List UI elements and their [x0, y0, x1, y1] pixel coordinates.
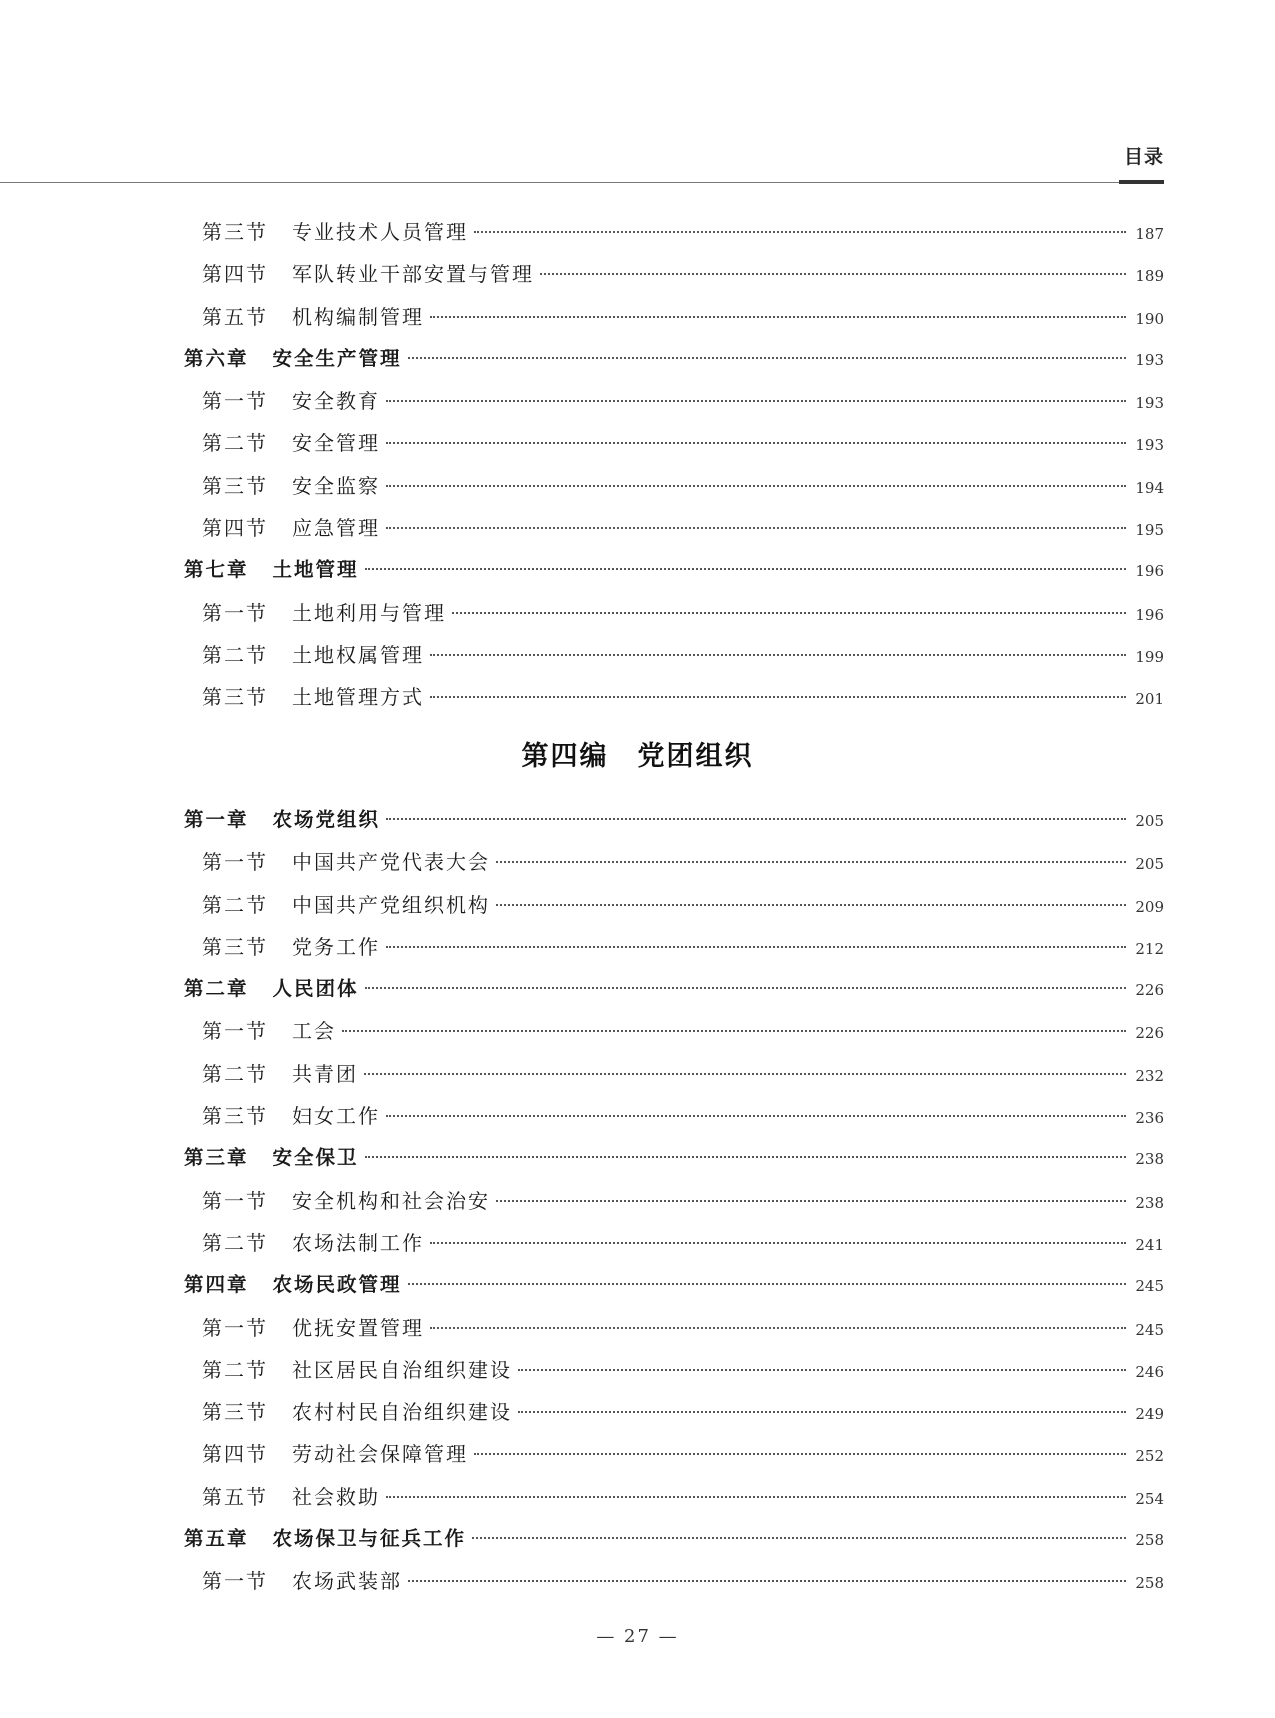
toc-entry-number: 第六章: [184, 346, 249, 370]
dot-leader: [430, 696, 1126, 698]
dot-leader: [430, 1242, 1126, 1244]
toc-section-entry[interactable]: [184, 884, 1164, 926]
toc-entry-page: 238: [1135, 1150, 1164, 1169]
toc-entry-page: 246: [1135, 1362, 1164, 1381]
toc-entry-number: 第二节: [202, 1357, 268, 1382]
toc-entry-page: 193: [1135, 350, 1164, 369]
toc-list-top: [184, 211, 1164, 719]
toc-section-entry[interactable]: [184, 465, 1164, 507]
toc-section-entry[interactable]: [184, 1560, 1164, 1602]
running-header-title: 目录: [1123, 146, 1164, 168]
toc-entry-number: 第一节: [202, 1188, 268, 1213]
toc-entry-title: 优抚安置管理: [292, 1315, 424, 1340]
toc-entry-number: 第三节: [202, 473, 268, 498]
toc-entry-page: 249: [1135, 1405, 1164, 1424]
toc-entry-number: 第五节: [202, 304, 268, 329]
toc-entry-number: 第五章: [184, 1527, 249, 1551]
dot-leader: [496, 1200, 1126, 1202]
toc-section-entry[interactable]: [184, 1180, 1164, 1222]
toc-entry-page: 245: [1135, 1320, 1164, 1339]
toc-entry-title: 妇女工作: [292, 1104, 380, 1129]
page-number: — 27 —: [596, 1626, 679, 1647]
toc-entry-title: 共青团: [292, 1061, 358, 1086]
toc-entry-number: 第一节: [202, 1019, 268, 1044]
dot-leader: [496, 861, 1126, 863]
toc-section-entry[interactable]: [184, 1095, 1164, 1137]
toc-entry-title: 土地权属管理: [292, 642, 424, 667]
toc-section-entry[interactable]: [184, 253, 1164, 295]
dot-leader: [365, 987, 1126, 989]
toc-entry-page: 194: [1135, 478, 1164, 497]
toc-entry-title: 农场民政管理: [272, 1273, 402, 1297]
toc-entry-page: 252: [1135, 1447, 1164, 1466]
toc-entry-number: 第四章: [184, 1273, 249, 1297]
toc-section-entry[interactable]: [184, 1349, 1164, 1391]
toc-entry-number: 第二节: [202, 642, 268, 667]
toc-entry-page: 212: [1135, 939, 1164, 958]
toc-entry-page: 205: [1135, 812, 1164, 830]
toc-entry-number: 第一节: [202, 1315, 268, 1340]
toc-entry-number: 第二节: [202, 1230, 268, 1255]
toc-section-entry[interactable]: [184, 926, 1164, 968]
toc-section-entry[interactable]: [184, 634, 1164, 676]
toc-entry-number: 第四节: [202, 1442, 268, 1467]
dot-leader: [386, 818, 1126, 820]
toc-section-entry[interactable]: [184, 296, 1164, 338]
toc-entry-page: 238: [1135, 1193, 1164, 1212]
toc-entry-number: 第三节: [202, 1104, 268, 1129]
toc-entry-page: 245: [1135, 1277, 1164, 1296]
toc-entry-number: 第三节: [202, 220, 268, 244]
header-rule-accent: [1119, 180, 1164, 184]
toc-entry-page: 190: [1135, 309, 1164, 328]
dot-leader: [386, 400, 1126, 402]
toc-chapter-entry[interactable]: [184, 799, 1164, 841]
dot-leader: [540, 273, 1126, 275]
toc-section-entry[interactable]: [184, 380, 1164, 422]
toc-entry-page: 258: [1135, 1574, 1164, 1593]
toc-entry-number: 第四节: [202, 262, 268, 287]
toc-chapter-entry[interactable]: [184, 968, 1164, 1010]
toc-entry-page: 189: [1135, 267, 1164, 286]
toc-entry-number: 第三章: [184, 1146, 249, 1170]
dot-leader: [408, 357, 1126, 359]
part-title: 第四编 党团组织: [521, 741, 754, 772]
dot-leader: [408, 1580, 1126, 1582]
toc-entry-title: 安全生产管理: [272, 346, 402, 370]
dot-leader: [365, 1156, 1126, 1158]
toc-chapter-entry[interactable]: [184, 1137, 1164, 1179]
dot-leader: [518, 1411, 1126, 1413]
toc-entry-page: 187: [1135, 225, 1164, 243]
toc-entry-page: 241: [1135, 1235, 1164, 1254]
toc-entry-title: 土地利用与管理: [292, 600, 446, 625]
toc-entry-number: 第三节: [202, 1400, 268, 1425]
dot-leader: [452, 612, 1126, 614]
toc-entry-page: 199: [1135, 647, 1164, 666]
toc-entry-number: 第二节: [202, 431, 268, 456]
toc-section-entry[interactable]: [184, 1476, 1164, 1518]
toc-entry-page: 254: [1135, 1489, 1164, 1508]
toc-entry-number: 第二节: [202, 1061, 268, 1086]
toc-entry-number: 第一章: [184, 808, 249, 831]
dot-leader: [430, 654, 1126, 656]
dot-leader: [365, 568, 1126, 570]
dot-leader: [474, 1453, 1126, 1455]
toc-entry-page: 201: [1135, 690, 1164, 709]
dot-leader: [474, 231, 1126, 233]
toc-entry-page: 232: [1135, 1066, 1164, 1085]
toc-entry-title: 专业技术人员管理: [292, 220, 468, 244]
toc-section-entry[interactable]: [184, 1053, 1164, 1095]
dot-leader: [386, 946, 1126, 948]
toc-entry-number: 第三节: [202, 685, 268, 710]
toc-section-entry[interactable]: [184, 1433, 1164, 1475]
toc-entry-number: 第一节: [202, 600, 268, 625]
toc-entry-title: 中国共产党代表大会: [292, 850, 490, 875]
toc-entry-title: 机构编制管理: [292, 304, 424, 329]
toc-entry-page: 193: [1135, 394, 1164, 413]
dot-leader: [408, 1283, 1126, 1285]
toc-section-entry[interactable]: [184, 1010, 1164, 1052]
toc-section-entry[interactable]: [184, 211, 1164, 253]
dot-leader: [386, 1496, 1126, 1498]
toc-section-entry[interactable]: [184, 1222, 1164, 1264]
toc-section-entry[interactable]: [184, 1307, 1164, 1349]
toc-entry-page: 205: [1135, 855, 1164, 874]
toc-entry-page: 236: [1135, 1109, 1164, 1128]
toc-entry-page: 196: [1135, 605, 1164, 624]
toc-entry-page: 209: [1135, 897, 1164, 916]
toc-entry-number: 第一节: [202, 850, 268, 875]
toc-entry-title: 应急管理: [292, 516, 380, 541]
toc-chapter-entry[interactable]: [184, 1264, 1164, 1306]
dot-leader: [496, 904, 1126, 906]
dot-leader: [386, 485, 1126, 487]
dot-leader: [386, 527, 1126, 529]
toc-entry-title: 农场武装部: [292, 1569, 402, 1594]
toc-entry-page: 258: [1135, 1531, 1164, 1550]
toc-chapter-entry[interactable]: [184, 338, 1164, 380]
toc-section-entry[interactable]: [184, 676, 1164, 718]
toc-list-bottom: [184, 799, 1164, 1603]
dot-leader: [430, 1327, 1126, 1329]
toc-section-entry[interactable]: [184, 1391, 1164, 1433]
toc-entry-title: 安全机构和社会治安: [292, 1188, 490, 1213]
toc-entry-title: 安全管理: [292, 431, 380, 456]
toc-entry-title: 党务工作: [292, 934, 380, 959]
toc-entry-title: 军队转业干部安置与管理: [292, 262, 534, 287]
toc-entry-title: 人民团体: [272, 977, 359, 1001]
toc-entry-title: 农村村民自治组织建设: [292, 1400, 512, 1425]
toc-entry-page: 193: [1135, 436, 1164, 455]
dot-leader: [342, 1030, 1126, 1032]
toc-entry-number: 第一节: [202, 1569, 268, 1594]
toc-entry-page: 195: [1135, 521, 1164, 540]
toc-entry-title: 安全监察: [292, 473, 380, 498]
toc-entry-number: 第二章: [184, 977, 249, 1001]
toc-entry-title: 农场法制工作: [292, 1230, 424, 1255]
toc-entry-page: 226: [1135, 1024, 1164, 1043]
toc-entry-title: 劳动社会保障管理: [292, 1442, 468, 1467]
toc-chapter-entry[interactable]: [184, 549, 1164, 591]
toc-section-entry[interactable]: [184, 422, 1164, 464]
toc-entry-number: 第二节: [202, 892, 268, 917]
dot-leader: [472, 1537, 1126, 1539]
toc-entry-number: 第一节: [202, 389, 268, 414]
toc-entry-title: 社会救助: [292, 1484, 380, 1509]
dot-leader: [518, 1369, 1126, 1371]
dot-leader: [386, 1115, 1126, 1117]
toc-entry-title: 土地管理方式: [292, 685, 424, 710]
toc-section-entry[interactable]: [184, 592, 1164, 634]
toc-entry-title: 农场保卫与征兵工作: [272, 1527, 467, 1551]
toc-entry-number: 第五节: [202, 1484, 268, 1509]
toc-entry-title: 工会: [292, 1019, 336, 1044]
toc-entry-title: 中国共产党组织机构: [292, 892, 490, 917]
header-rule: [0, 182, 1164, 183]
dot-leader: [364, 1073, 1126, 1075]
dot-leader: [430, 316, 1126, 318]
toc-entry-title: 安全保卫: [272, 1146, 359, 1170]
toc-entry-page: 196: [1135, 562, 1164, 581]
toc-entry-title: 农场党组织: [272, 808, 381, 831]
toc-entry-number: 第三节: [202, 934, 268, 959]
toc-section-entry[interactable]: [184, 507, 1164, 549]
toc-entry-title: 安全教育: [292, 389, 380, 414]
toc-entry-title: 社区居民自治组织建设: [292, 1357, 512, 1382]
toc-entry-page: 226: [1135, 981, 1164, 1000]
toc-chapter-entry[interactable]: [184, 1518, 1164, 1560]
toc-entry-number: 第七章: [184, 558, 249, 582]
toc-entry-number: 第四节: [202, 516, 268, 541]
dot-leader: [386, 442, 1126, 444]
toc-section-entry[interactable]: [184, 841, 1164, 883]
toc-entry-title: 土地管理: [272, 558, 359, 582]
